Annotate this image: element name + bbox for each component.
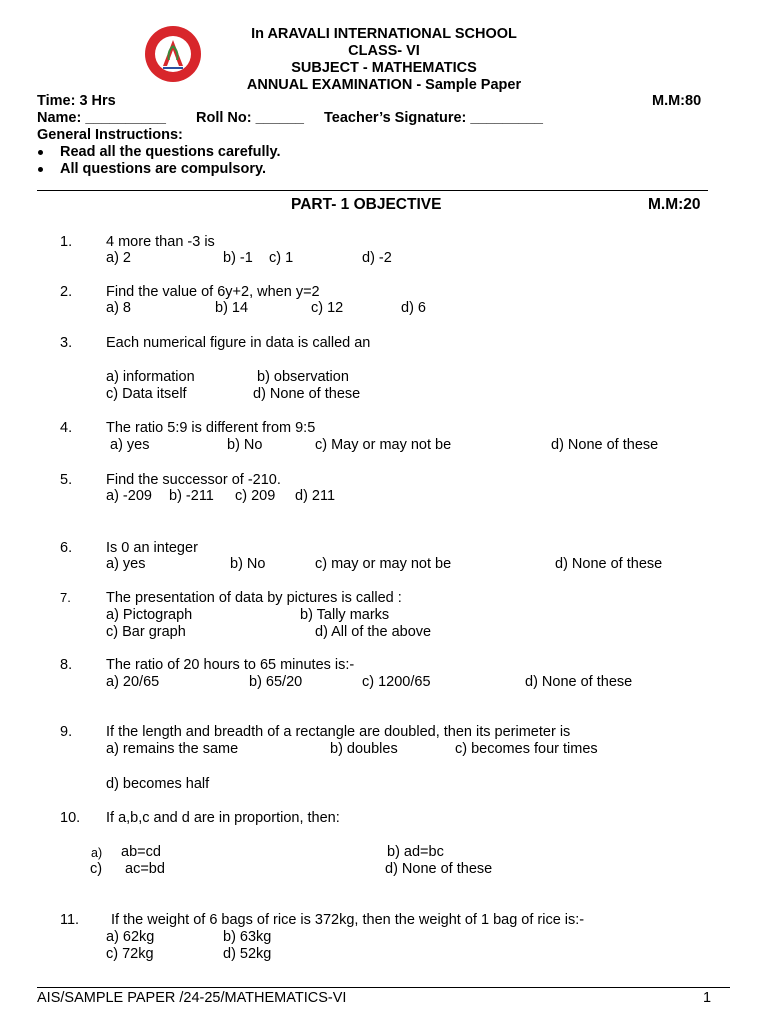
option-b: b) -211 xyxy=(169,488,214,504)
question-number: 1. xyxy=(60,234,73,250)
option-b: b) No xyxy=(227,437,263,453)
option-b: b) observation xyxy=(257,369,349,385)
option-c: c) may or may not be xyxy=(315,556,452,572)
option-d: d) None of these xyxy=(253,386,361,402)
option-c: c) 1200/65 xyxy=(362,674,431,690)
school-name: In ARAVALI INTERNATIONAL SCHOOL xyxy=(251,26,517,42)
question-text: Find the successor of -210. xyxy=(106,472,281,488)
option-c: ac=bd xyxy=(125,861,165,877)
question-text: 4 more than -3 is xyxy=(106,234,215,250)
option-c: c) 72kg xyxy=(106,946,154,962)
question-text: Find the value of 6y+2, when y=2 xyxy=(106,284,320,300)
option-a: a) information xyxy=(106,369,195,385)
bullet-icon xyxy=(38,167,43,172)
option-b: b) No xyxy=(230,556,266,572)
question-number: 5. xyxy=(60,472,73,488)
option-a: a) 2 xyxy=(106,250,131,266)
option-d: d) 6 xyxy=(401,300,426,316)
question-number: 11. xyxy=(60,912,80,928)
question-text: If the length and breadth of a rectangle are doubled, then its perimeter is xyxy=(106,724,571,740)
subject-label: SUBJECT - MATHEMATICS xyxy=(291,60,477,76)
option-c: c) 12 xyxy=(311,300,344,316)
time-label: Time: 3 Hrs xyxy=(37,93,116,109)
option-c: c) 1 xyxy=(269,250,294,266)
question-number: 3. xyxy=(60,335,73,351)
question-number: 6. xyxy=(60,540,73,556)
signature-field: Teacher’s Signature: _________ xyxy=(324,110,543,126)
exam-title: ANNUAL EXAMINATION - Sample Paper xyxy=(246,77,522,93)
option-b: b) 65/20 xyxy=(249,674,303,690)
question-number: 10. xyxy=(60,810,81,826)
question-text: If a,b,c and d are in proportion, then: xyxy=(106,810,340,826)
option-a: a) remains the same xyxy=(106,741,239,757)
option-b: b) Tally marks xyxy=(300,607,390,623)
question-number: 8. xyxy=(60,657,73,673)
question-text: Is 0 an integer xyxy=(106,540,198,556)
option-a: a) -209 xyxy=(106,488,152,504)
question-text: The ratio of 20 hours to 65 minutes is:- xyxy=(106,657,355,673)
option-a: a) 62kg xyxy=(106,929,155,945)
instructions-title: General Instructions: xyxy=(37,127,183,143)
option-c: c) Data itself xyxy=(106,386,187,402)
question-text: Each numerical figure in data is called an xyxy=(106,335,371,351)
option-a-marker: a) xyxy=(91,846,103,860)
question-number: 7. xyxy=(60,590,71,605)
option-d: d) 211 xyxy=(295,488,336,504)
option-b: b) 63kg xyxy=(223,929,272,945)
max-marks: M.M:80 xyxy=(652,93,702,109)
page-number: 1 xyxy=(703,990,712,1006)
question-number: 2. xyxy=(60,284,73,300)
instruction-item: All questions are compulsory. xyxy=(60,161,267,177)
option-d: d) -2 xyxy=(362,250,392,266)
footer-code: AIS/SAMPLE PAPER /24-25/MATHEMATICS-VI xyxy=(37,990,347,1006)
question-text: The presentation of data by pictures is called : xyxy=(106,590,402,606)
option-d: d) 52kg xyxy=(223,946,272,962)
option-d: d) None of these xyxy=(551,437,659,453)
option-c: c) Bar graph xyxy=(106,624,186,640)
bullet-icon xyxy=(38,150,43,155)
question-text: The ratio 5:9 is different from 9:5 xyxy=(106,420,316,436)
option-a: a) Pictograph xyxy=(106,607,193,623)
question-number: 4. xyxy=(60,420,73,436)
option-a: a) yes xyxy=(110,437,150,453)
option-b: b) ad=bc xyxy=(387,844,444,860)
question-number: 9. xyxy=(60,724,73,740)
option-a: a) 8 xyxy=(106,300,131,316)
option-c: c) 209 xyxy=(235,488,276,504)
roll-field: Roll No: ______ xyxy=(196,110,304,126)
option-c: c) May or may not be xyxy=(315,437,452,453)
divider xyxy=(37,190,708,191)
option-d: d) None of these xyxy=(555,556,663,572)
part-title: PART- 1 OBJECTIVE xyxy=(291,196,442,213)
option-d: d) None of these xyxy=(385,861,493,877)
option-a: a) yes xyxy=(106,556,146,572)
option-d: d) becomes half xyxy=(106,776,210,792)
option-d: d) None of these xyxy=(525,674,633,690)
option-b: b) -1 xyxy=(223,250,253,266)
option-b: b) 14 xyxy=(215,300,249,316)
option-d: d) All of the above xyxy=(315,624,432,640)
instruction-item: Read all the questions carefully. xyxy=(60,144,281,160)
footer-divider xyxy=(37,987,730,988)
option-b: b) doubles xyxy=(330,741,398,757)
question-text: If the weight of 6 bags of rice is 372kg, then the weight of 1 bag of rice is:- xyxy=(111,912,585,928)
option-a: a) 20/65 xyxy=(106,674,160,690)
option-a: ab=cd xyxy=(121,844,161,860)
class-label: CLASS- VI xyxy=(348,43,420,59)
option-c: c) becomes four times xyxy=(455,741,598,757)
part-marks: M.M:20 xyxy=(648,196,701,213)
name-field: Name: __________ xyxy=(37,110,166,126)
option-c-marker: c) xyxy=(90,861,103,877)
